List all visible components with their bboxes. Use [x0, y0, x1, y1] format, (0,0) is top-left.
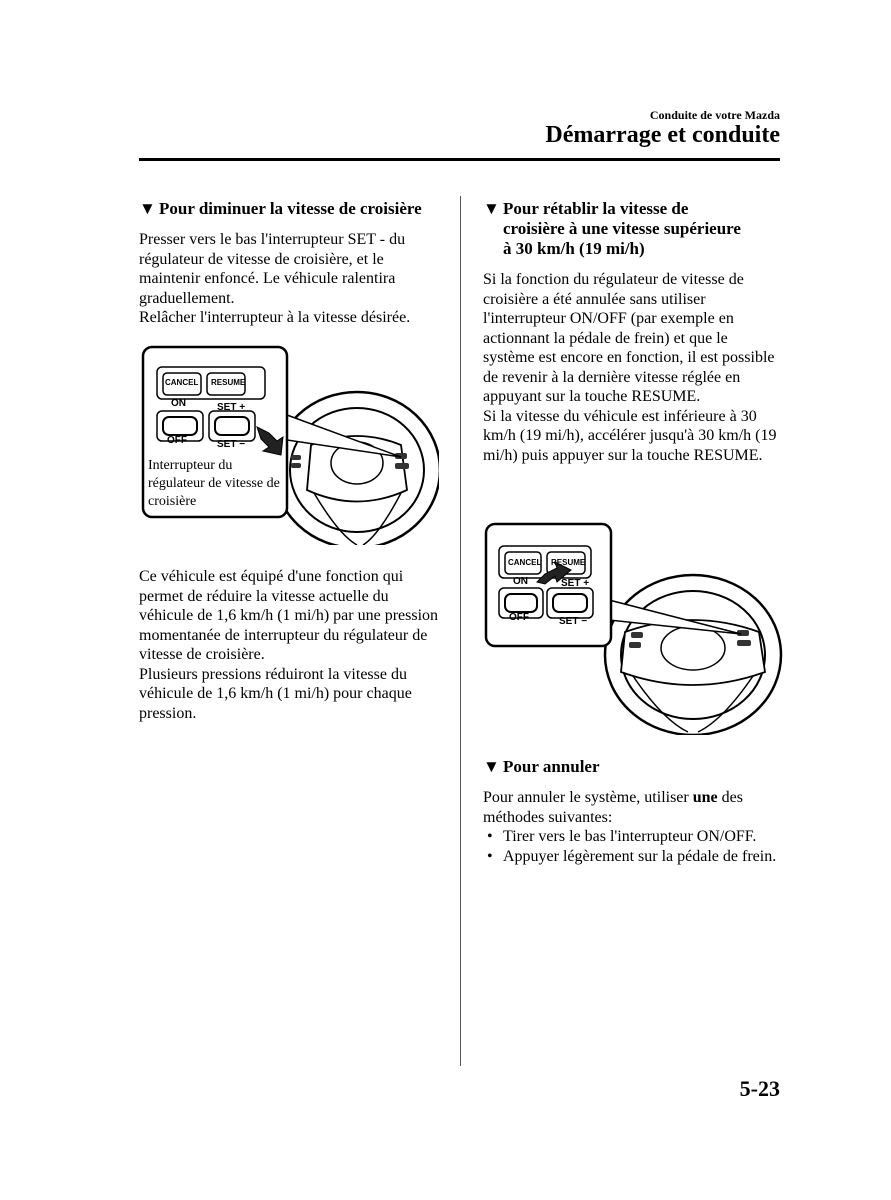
down-triangle-icon: ▼	[483, 199, 500, 218]
paragraph	[483, 788, 783, 827]
set-plus-label: SET +	[217, 402, 246, 413]
resume-label: RESUME	[551, 558, 586, 567]
running-header: Conduite de votre Mazda	[649, 108, 780, 122]
section-heading-resume	[483, 199, 783, 259]
heading-text: Pour rétablir la vitesse de	[503, 199, 689, 218]
right-para-cancel	[483, 788, 783, 866]
page-title: Démarrage et conduite	[545, 122, 780, 148]
page-number: 5-23	[739, 1076, 780, 1101]
left-para-2	[139, 567, 439, 723]
heading-text: croisière à une vitesse supérieure	[503, 219, 741, 238]
emphasis-text: une	[692, 789, 718, 806]
paragraph: Si la vitesse du véhicule est inférieure à 30 km/h (19 mi/h), accélérer jusqu'à 30 km/h (19 mi/h) puis appuyer sur la touche RESUME.	[483, 407, 777, 464]
down-triangle-icon: ▼	[483, 757, 500, 776]
set-label: SET	[217, 402, 237, 413]
paragraph: Plusieurs pressions réduiront la vitesse du véhicule de 1,6 km/h (1 mi/h) pour chaque pression.	[139, 665, 412, 722]
cancel-methods-list	[483, 827, 783, 866]
text-run: des méthodes suivantes:	[483, 789, 743, 826]
heading-text: Pour diminuer la vitesse de croisière	[159, 199, 422, 218]
paragraph: Si la fonction du régulateur de vitesse de croisière a été annulée sans utiliser l'interrupteur ON/OFF (par exemple en actionnant la pédale de frein) et que le système est encore en fonction, il est possible de revenir à la dernière vitesse réglée en appuyant sur la touche RESUME.	[483, 271, 775, 405]
text-run: Pour annuler le système, utiliser	[483, 789, 693, 806]
paragraph: Presser vers le bas l'interrupteur SET - du régulateur de vitesse de croisière, et le maintenir enfoncé. Le véhicule ralentira graduellement.	[139, 231, 406, 307]
set-minus-label: SET −	[217, 439, 246, 450]
cancel-label: CANCEL	[508, 558, 542, 567]
down-triangle-icon: ▼	[139, 199, 156, 218]
set-label: SET	[559, 616, 579, 627]
right-para-1	[483, 270, 783, 465]
on-label: ON	[171, 398, 186, 409]
resume-label: RESUME	[211, 378, 246, 387]
set-label: SET	[561, 578, 581, 589]
set-minus-label: SET −	[559, 616, 588, 627]
set-plus-label: SET +	[561, 578, 590, 589]
section-heading-cancel	[483, 757, 783, 777]
figure-callout: Interrupteur du régulateur de vitesse de croisière	[148, 458, 280, 509]
off-label: OFF	[167, 435, 187, 446]
section-heading-decrease	[139, 199, 449, 219]
figure-cruise-switch-resume	[483, 520, 783, 735]
steering-wheel-illustration	[483, 520, 783, 735]
paragraph: Relâcher l'interrupteur à la vitesse désirée.	[139, 309, 411, 326]
figure-cruise-switch-set-minus	[139, 345, 439, 545]
on-label: ON	[513, 576, 528, 587]
off-label: OFF	[509, 612, 529, 623]
list-item: • Appuyer légèrement sur la pédale de frein.	[483, 847, 783, 867]
paragraph: Ce véhicule est équipé d'une fonction qui permet de réduire la vitesse actuelle du véhicule de 1,6 km/h (1 mi/h) par une pression momentanée de interrupteur du régulateur de vitesse de croisière.	[139, 568, 439, 663]
heading-text: à 30 km/h (19 mi/h)	[503, 239, 645, 258]
list-item: • Tirer vers le bas l'interrupteur ON/OFF.	[483, 827, 783, 847]
left-para-1	[139, 230, 439, 328]
cancel-label: CANCEL	[165, 378, 199, 387]
set-label: SET	[217, 439, 237, 450]
column-divider	[460, 196, 461, 1066]
header-rule	[139, 158, 780, 161]
heading-text: Pour annuler	[503, 757, 600, 776]
